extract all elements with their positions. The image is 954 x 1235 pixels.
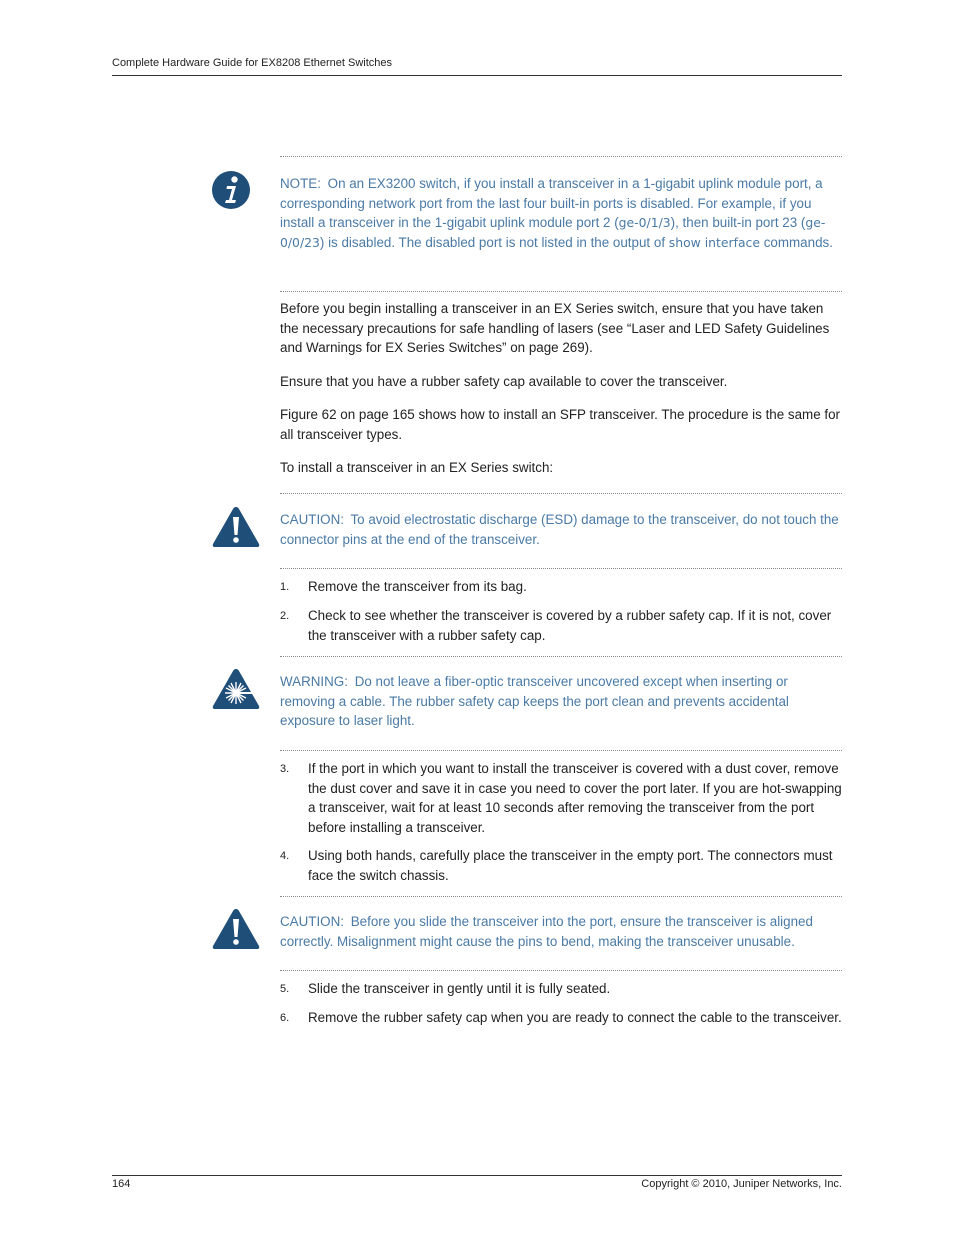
running-header: Complete Hardware Guide for EX8208 Ethernet Switches xyxy=(112,57,393,69)
list-item: 5. Slide the transceiver in gently until it is fully seated. xyxy=(280,981,611,996)
note-top-divider xyxy=(280,156,842,157)
caution1-bottom-divider xyxy=(280,568,842,569)
port-code: ge-0/0/23 xyxy=(280,215,826,250)
laser-warning-icon xyxy=(211,667,261,716)
caution-icon xyxy=(211,505,261,554)
caution1-label: CAUTION: xyxy=(280,512,344,527)
warning-bottom-divider xyxy=(280,750,842,751)
figure-reference-paragraph: Figure 62 on page 165 shows how to install an SFP transceiver. The procedure is the same for all transceiver types. xyxy=(280,407,840,442)
copyright: Copyright © 2010, Juniper Networks, Inc. xyxy=(641,1178,842,1190)
list-item: 6. Remove the rubber safety cap when you are ready to connect the cable to the transceiver. xyxy=(280,1010,842,1025)
procedure-intro: To install a transceiver in an EX Series switch: xyxy=(280,460,554,475)
command-code: show interface xyxy=(668,234,760,250)
caution2-top-divider xyxy=(280,896,842,897)
header-rule xyxy=(112,75,842,76)
caution1-top-divider xyxy=(280,493,842,494)
caution2-text: CAUTION: Before you slide the transceiver into the port, ensure the transceiver is aligned correctly. Misalignment might cause the pins to bend, making the transceiver unusable. xyxy=(280,914,813,949)
list-item: 4. Using both hands, carefully place the transceiver in the empty port. The connectors must face the switch chassis. xyxy=(280,848,833,883)
caution2-label: CAUTION: xyxy=(280,914,344,929)
port-code: ge-0/1/3 xyxy=(618,215,671,231)
safety-cap-paragraph: Ensure that you have a rubber safety cap available to cover the transceiver. xyxy=(280,374,728,389)
list-item: 2. Check to see whether the transceiver is covered by a rubber safety cap. If it is not, cover the transceiver with a rubber safety cap. xyxy=(280,608,832,643)
caution1-text: CAUTION: To avoid electrostatic discharge (ESD) damage to the transceiver, do not touch the connector pins at the end of the transceiver. xyxy=(280,512,839,547)
caution2-bottom-divider xyxy=(280,970,842,971)
note-text: NOTE: On an EX3200 switch, if you install a transceiver in a 1-gigabit uplink module port, a corresponding network port from the last four built-in ports is disabled. For example, if you install a transceiver in the 1-gigabit uplink module port 2 (ge-0/1/3), then built-in port 23 (ge-0/0/23) is disabled. The disabled port is not listed in the output of show interface commands. xyxy=(280,176,833,250)
info-icon xyxy=(211,170,251,215)
intro-paragraph: Before you begin installing a transceiver in an EX Series switch, ensure that you have taken the necessary precautions for safe handling of lasers (see “Laser and LED Safety Guidelines and Warnings for EX Series Switches” on page 269). xyxy=(280,301,830,356)
warning-text: WARNING: Do not leave a fiber-optic transceiver uncovered except when inserting or removing a cable. The rubber safety cap keeps the port clean and prevents accidental exposure to laser light. xyxy=(280,674,789,729)
list-item: 1. Remove the transceiver from its bag. xyxy=(280,579,527,594)
note-bottom-divider xyxy=(280,291,842,292)
list-item: 3. If the port in which you want to install the transceiver is covered with a dust cover, remove the dust cover and save it in case you need to cover the port later. If you are hot-swapping a transceiver, wait for at least 10 seconds after removing the transceiver from the port before installing a transceiver. xyxy=(280,761,842,835)
warning-label: WARNING: xyxy=(280,674,348,689)
note-label: NOTE: xyxy=(280,176,321,191)
page-number: 164 xyxy=(112,1178,131,1190)
warning-top-divider xyxy=(280,656,842,657)
caution-icon xyxy=(211,907,261,956)
footer-rule xyxy=(112,1175,842,1176)
